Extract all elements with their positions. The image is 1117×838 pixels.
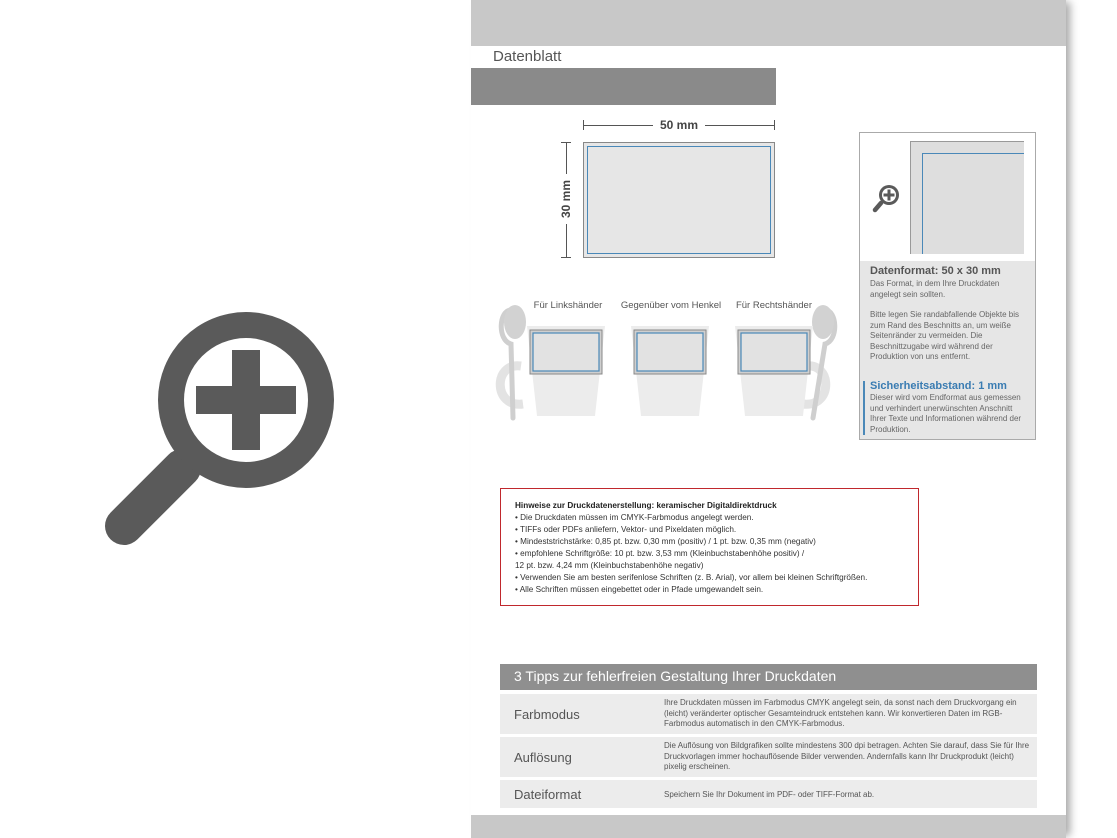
hint-line: • Verwenden Sie am besten serifenlose Schriften (z. B. Arial), vor allem bei kleinen Schriftgrößen. bbox=[515, 573, 868, 582]
data-format-title: Datenformat: 50 x 30 mm bbox=[870, 265, 1001, 277]
tip-text: Ihre Druckdaten müssen im Farbmodus CMYK angelegt sein, da sonst nach dem Druckvorgang ein (leicht) veränderter optischer Gesamteindruck entstehen kann. Wir konvertieren Daten im RGB-Farbmodus automatisch in den CMYK-Farbmodus. bbox=[664, 698, 1017, 728]
tips-header bbox=[500, 664, 1037, 690]
table-row bbox=[500, 737, 1037, 777]
width-tick-right bbox=[774, 120, 775, 130]
product-description: Keramiktasse innen gefärbt, mit passendem Löffel, 300 ml bbox=[786, 73, 1044, 84]
hint-line: • empfohlene Schriftgröße: 10 pt. bzw. 3,53 mm (Kleinbuchstabenhöhe positiv) / bbox=[515, 549, 805, 558]
height-label: 30 mm bbox=[559, 174, 573, 224]
print-hints-box bbox=[500, 488, 919, 606]
mug-label-left: Für Linkshänder bbox=[533, 300, 603, 311]
zoom-in-icon[interactable] bbox=[872, 183, 902, 218]
hints-title: Hinweise zur Druckdatenerstellung: keramischer Digitaldirektdruck bbox=[515, 501, 777, 510]
tip-name: Dateiformat bbox=[514, 787, 582, 802]
mug-center bbox=[631, 326, 709, 416]
tip-name: Auflösung bbox=[514, 750, 572, 765]
hint-line: 12 pt. bzw. 4,24 mm (Kleinbuchstabenhöhe negativ) bbox=[515, 561, 704, 570]
hint-line: • Alle Schriften müssen eingebettet oder in Pfade umgewandelt sein. bbox=[515, 585, 764, 594]
subtitle-bar bbox=[471, 68, 776, 105]
data-format-text: Das Format, in dem Ihre Druckdaten angelegt sein sollten. bbox=[870, 279, 1000, 299]
product-format: 50 x 30 mm, vollfarbig bbox=[946, 87, 1044, 98]
mug-right-handed bbox=[735, 305, 835, 418]
mug-left-handed bbox=[500, 305, 605, 418]
table-row bbox=[500, 694, 1037, 734]
safety-area-frame bbox=[587, 146, 771, 254]
safety-distance-title: Sicherheitsabstand: 1 mm bbox=[870, 380, 1007, 392]
zoom-in-icon[interactable] bbox=[100, 300, 360, 560]
bleed-text: Bitte legen Sie randabfallende Objekte bis zum Rand des Beschnitts an, um weiße Seitenränder zu vermeiden. Die Beschnittzugabe wird während der Produktion von uns entfernt. bbox=[870, 310, 1019, 361]
tip-text: Die Auflösung von Bildgrafiken sollte mindestens 300 dpi betragen. Achten Sie darauf, dass Sie für Ihre Druckvorlagen immer hochauflösende Bilder verwenden. Andernfalls kann Ihr Druckprodukt (leicht) pixelig erscheinen. bbox=[664, 741, 1030, 771]
page-header-band bbox=[471, 0, 1066, 46]
page-title: Datenblatt bbox=[490, 46, 593, 68]
page-footer-band bbox=[471, 815, 1066, 838]
tip-name: Farbmodus bbox=[514, 707, 580, 722]
hint-line: • TIFFs oder PDFs anliefern, Vektor- und Pixeldaten möglich. bbox=[515, 525, 737, 534]
mug-label-right: Für Rechtshänder bbox=[735, 300, 813, 311]
safety-line bbox=[922, 153, 1024, 254]
table-row bbox=[500, 780, 1037, 808]
tips-title: 3 Tipps zur fehlerfreien Gestaltung Ihrer Druckdaten bbox=[514, 668, 837, 684]
hint-line: • Mindeststrichstärke: 0,85 pt. bzw. 0,30 mm (positiv) / 1 pt. bzw. 0,35 mm (negativ) bbox=[515, 537, 816, 546]
print-area-diagram bbox=[583, 142, 775, 258]
mugs-illustration bbox=[491, 300, 846, 425]
width-tick-left bbox=[583, 120, 584, 130]
width-label: 50 mm bbox=[653, 118, 705, 132]
safety-distance-text: Dieser wird vom Endformat aus gemessen und verhindert unerwünschten Anschnitt Ihrer Texte und Informationen während der Produktion. bbox=[870, 393, 1022, 434]
mug-label-center: Gegenüber vom Henkel bbox=[620, 300, 722, 311]
tip-text: Speichern Sie Ihr Dokument im PDF- oder TIFF-Format ab. bbox=[664, 790, 875, 799]
safety-accent-bar bbox=[863, 381, 865, 435]
hint-line: • Die Druckdaten müssen im CMYK-Farbmodus angelegt werden. bbox=[515, 513, 754, 522]
height-tick-bottom bbox=[561, 257, 571, 258]
corner-preview bbox=[860, 133, 1035, 261]
format-info-panel bbox=[859, 132, 1036, 440]
height-tick-top bbox=[561, 142, 571, 143]
datasheet-page bbox=[471, 0, 1066, 838]
